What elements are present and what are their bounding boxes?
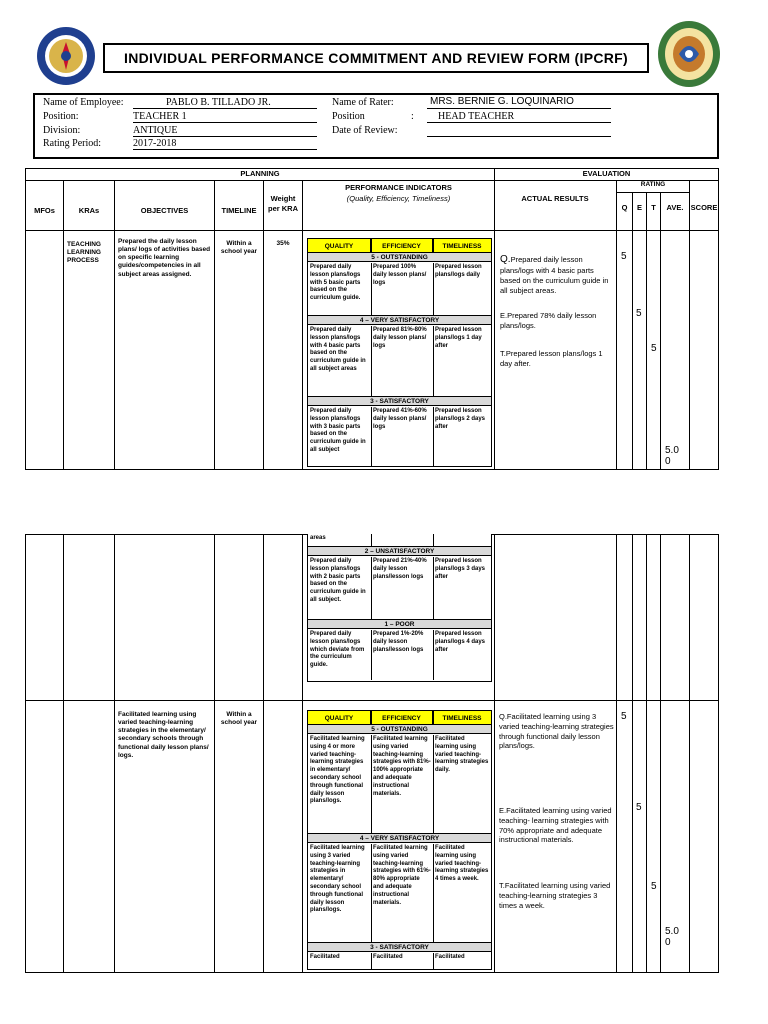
position-label: Position: [43,111,79,122]
objective-cell-2: Facilitated learning using varied teaching-learning strategies in the elementary/ secondary schools through functional daily lesson plans/ logs. [118,711,209,759]
actual-result-efficiency: E.Prepared 78% daily lesson plans/logs. [500,311,597,330]
timeliness-3-text-2: Facilitated [435,954,465,960]
kra-cell: TEACHING LEARNING PROCESS [67,241,101,265]
efficiency-5-text-2: Facilitated learning using varied teaching-learning strategies with 81%- 100% appropriate and adequate instructional materials. [373,736,431,797]
timeliness-4-text-2: Facilitated learning using varied teaching-learning strategies 4 times a week. [435,845,489,883]
efficiency-5-text: Prepared 100% daily lesson plans/ logs [373,264,427,286]
quality-5-text-2: Facilitated learning using 4 or more varied teaching-learning strategies in elementary/ secondary school through functional daily lesson plans/logs. [310,736,365,805]
efficiency-4-text-2: Facilitated learning using varied teaching-learning strategies with 61%- 80% appropriate and adequate instructional materials. [373,845,431,906]
level-1-label: 1 – POOR [308,619,491,629]
timeliness-3-text: Prepared lesson plans/logs 2 days after [435,408,486,430]
actual-result-quality-2: Q.Facilitated learning using 3 varied teaching-learning strategies through functional daily lesson plans/logs. [499,712,614,751]
employee-name-label: Name of Employee: [43,97,124,108]
ave-header: AVE. [666,203,684,212]
quality-5-text: Prepared daily lesson plans/logs with 5 basic parts based on the curriculum guide. [310,264,361,302]
efficiency-3-text: Prepared 41%-60% daily lesson plans/ logs [373,408,427,430]
pi-header: PERFORMANCE INDICATORS [345,183,452,192]
timeliness-5-text-2: Facilitated learning using varied teaching-learning strategies daily. [435,736,489,774]
rating-e-value: 5 [636,308,642,319]
rating-period-value: 2017-2018 [133,138,177,149]
rating-t-value: 5 [651,343,657,354]
rating-t-value-2: 5 [651,881,657,892]
quality-3-continued: areas [310,535,326,541]
planning-header: PLANNING [240,169,280,178]
quality-result-text: Prepared daily lesson plans/logs with 4 basic parts based on the curriculum guide in all subject areas. [500,255,609,295]
rater-value: MRS. BERNIE G. LOQUINARIO [430,96,574,107]
quality-3-text-2: Facilitated [310,954,340,960]
rater-position-label: Position [332,111,365,122]
pi-subtitle: (Quality, Efficiency, Timeliness) [346,194,451,203]
timeliness-1-text: Prepared lesson plans/logs 4 days after [435,631,486,653]
quality-col-header-2: QUALITY [308,711,371,725]
efficiency-col-header: EFFICIENCY [371,239,433,253]
division-value: ANTIQUE [133,125,178,136]
t-header: T [651,203,656,212]
quality-2-text: Prepared daily lesson plans/logs with 2 basic parts based on the curriculum guide in all subject. [310,558,366,603]
timeline-cell: Within a school year [220,240,258,256]
timeliness-5-text: Prepared lesson plans/logs daily [435,264,482,278]
actual-result-timeliness: T.Prepared lesson plans/logs 1 day after. [500,349,603,368]
level-3-label: 3 - SATISFACTORY [308,396,491,406]
performance-indicator-continued [307,534,492,682]
weight-header: Weight per KRA [267,194,298,213]
rating-period-label: Rating Period: [43,138,102,149]
form-title-text: INDIVIDUAL PERFORMANCE COMMITMENT AND REVIEW FORM (IPCRF) [124,50,628,66]
weight-cell: 35% [276,240,290,247]
level-2-label: 2 – UNSATISFACTORY [308,546,491,556]
quality-prefix: Q. [500,254,511,265]
efficiency-2-text: Prepared 21%-40% daily lesson plans/lesson logs [373,558,427,580]
timeline-header: TIMELINE [221,206,257,215]
efficiency-1-text: Prepared 1%-20% daily lesson plans/lesson logs [373,631,424,653]
timeliness-col-header-2: TIMELINESS [433,711,491,725]
quality-4-text-2: Facilitated learning using 3 varied teaching-learning strategies in elementary/ secondary school through functional daily lesson plans/logs. [310,845,365,914]
e-header: E [636,203,642,212]
mfos-header: MFOs [34,206,55,215]
timeliness-4-text: Prepared lesson plans/logs 1 day after [435,327,482,349]
employee-name-value: PABLO B. TILLADO JR. [166,97,271,108]
efficiency-col-header-2: EFFICIENCY [371,711,433,725]
q-header: Q [621,203,628,212]
timeline-cell-2: Within a school year [220,711,258,727]
objective-cell: Prepared the daily lesson plans/ logs of activities based on specific learning guides/competencies in all subject areas assigned. [118,238,211,278]
average-value-2: 5.0 0 [665,926,679,948]
average-value: 5.0 0 [665,445,679,467]
division-label: Division: [43,125,81,136]
level-5-label-2: 5 - OUTSTANDING [308,724,491,734]
position-value: TEACHER 1 [133,111,187,122]
review-date-label: Date of Review: [332,125,398,136]
level-5-label: 5 - OUTSTANDING [308,252,491,262]
quality-3-text: Prepared daily lesson plans/logs with 3 basic parts based on the curriculum guide in all subject [310,408,366,453]
rater-label: Name of Rater: [332,97,394,108]
level-3-label-2: 3 - SATISFACTORY [308,942,491,952]
quality-col-header: QUALITY [308,239,371,253]
rating-q-value: 5 [621,251,627,262]
efficiency-3-text-2: Facilitated [373,954,403,960]
kras-header: KRAs [78,206,100,215]
rating-header: RATING [640,181,666,188]
timeliness-col-header: TIMELINESS [433,239,491,253]
level-4-label-2: 4 – VERY SATISFACTORY [308,833,491,843]
score-header: SCORE [690,203,718,212]
timeliness-2-text: Prepared lesson plans/logs 3 days after [435,558,486,580]
performance-indicator-block-2 [307,710,492,970]
objectives-header: OBJECTIVES [140,206,189,215]
actual-results-header: ACTUAL RESULTS [521,194,589,203]
actual-result-timeliness-2: T.Facilitated learning using varied teaching-learning strategies 3 times a week. [499,881,611,910]
quality-4-text: Prepared daily lesson plans/logs with 4 basic parts based on the curriculum guide in all subject areas [310,327,366,372]
rater-position-colon: : [411,111,414,122]
quality-1-text: Prepared daily lesson plans/logs which deviate from the curriculum guide. [310,631,365,669]
rater-position-value: HEAD TEACHER [438,111,515,122]
evaluation-header: EVALUATION [582,169,631,178]
rating-e-value-2: 5 [636,802,642,813]
level-4-label: 4 – VERY SATISFACTORY [308,315,491,325]
rating-q-value-2: 5 [621,711,627,722]
efficiency-4-text: Prepared 81%-80% daily lesson plans/ logs [373,327,427,349]
actual-result-efficiency-2: E.Facilitated learning using varied teaching- learning strategies with 70% appropriate and adequate instructional materials. [499,806,612,845]
